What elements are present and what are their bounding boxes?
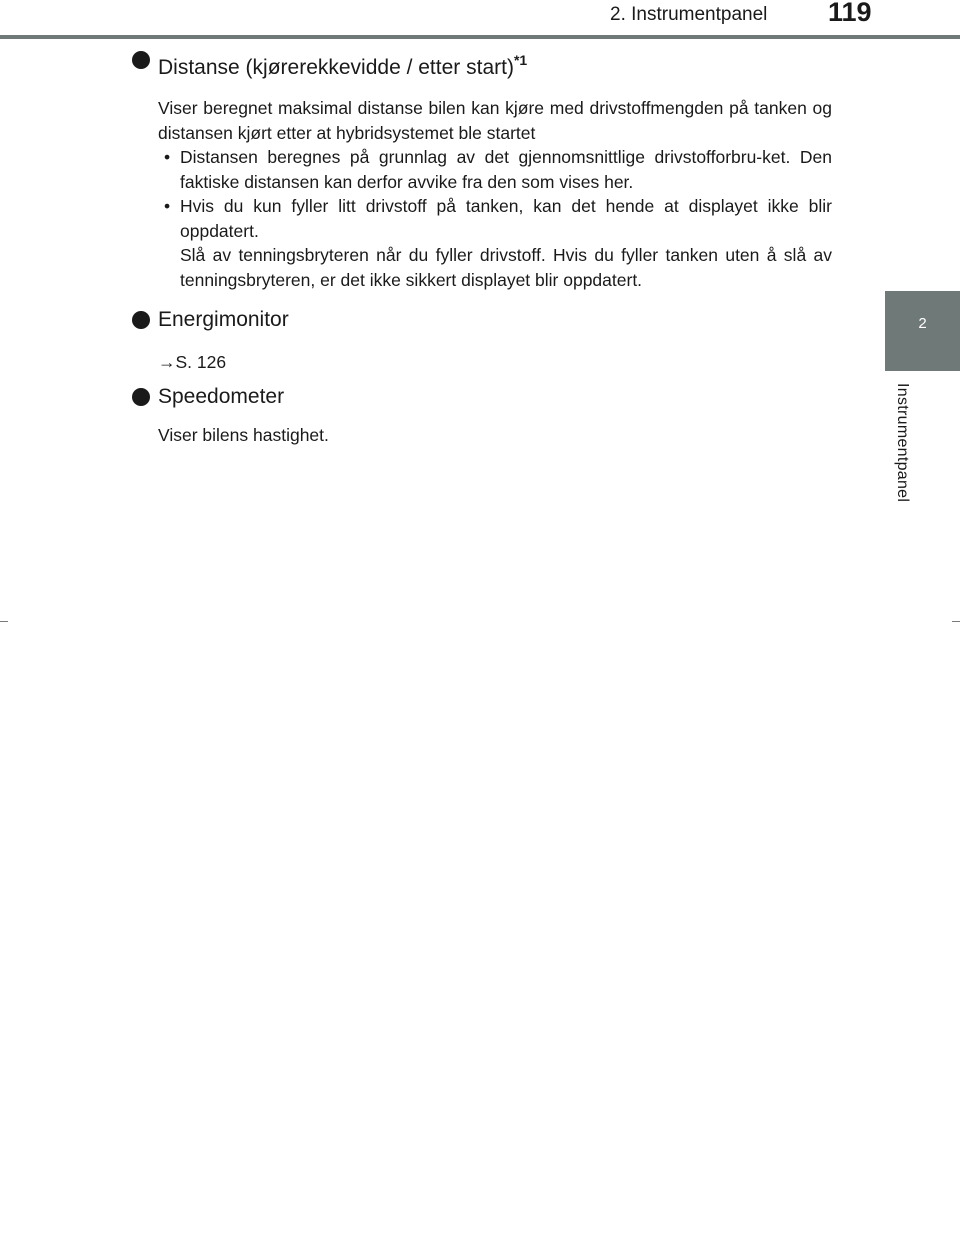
list-item bbox=[132, 145, 832, 194]
section-heading-text: Distanse (kjørerekkevidde / etter start) bbox=[158, 56, 514, 79]
section-body: Viser bilens hastighet. bbox=[158, 424, 329, 445]
list-item bbox=[132, 194, 832, 243]
sub-bullet-icon: • bbox=[164, 147, 171, 167]
header-divider bbox=[0, 35, 960, 39]
page-content bbox=[132, 40, 832, 447]
page-reference-link[interactable]: →S. 126 bbox=[158, 352, 227, 372]
section-heading-text: Energimonitor bbox=[158, 308, 289, 331]
chapter-side-label: Instrumentpanel bbox=[894, 383, 911, 503]
header-chapter-title: 2. Instrumentpanel bbox=[610, 4, 768, 25]
section-body: Viser beregnet maksimal distanse bilen kan kjøre med drivstoffmengden på tanken og distansen kjørt etter at hybridsystemet ble startet bbox=[158, 98, 832, 143]
section-heading bbox=[132, 46, 832, 82]
bullet-dot-icon bbox=[132, 388, 150, 406]
list-item-continuation: Slå av tenningsbryteren når du fyller drivstoff. Hvis du fyller tanken uten å slå av tenningsbryteren, er det ikke sikkert displayet blir oppdatert. bbox=[180, 245, 832, 290]
list-item-text: Distansen beregnes på grunnlag av det gjennomsnittlige drivstofforbru-ket. Den faktiske distansen kan derfor avvike fra den som vises her. bbox=[180, 147, 832, 192]
bullet-dot-icon bbox=[132, 311, 150, 329]
section-distance bbox=[132, 46, 832, 292]
sub-bullet-icon: • bbox=[164, 196, 171, 216]
chapter-tab bbox=[885, 291, 960, 371]
footnote-marker: *1 bbox=[513, 52, 528, 68]
section-energy-monitor bbox=[132, 306, 832, 375]
section-heading bbox=[132, 306, 832, 334]
section-heading bbox=[132, 383, 832, 411]
list-item-text: Hvis du kun fyller litt drivstoff på tanken, kan det hende at displayet ikke blir oppdatert. bbox=[180, 196, 832, 241]
section-heading-text: Speedometer bbox=[158, 384, 285, 408]
bullet-dot-icon bbox=[132, 51, 150, 69]
page-number: 119 bbox=[828, 0, 872, 27]
section-speedometer bbox=[132, 383, 832, 448]
chapter-tab-number: 2 bbox=[918, 315, 927, 332]
crop-mark-right bbox=[952, 621, 960, 622]
crop-mark-left bbox=[0, 621, 8, 622]
